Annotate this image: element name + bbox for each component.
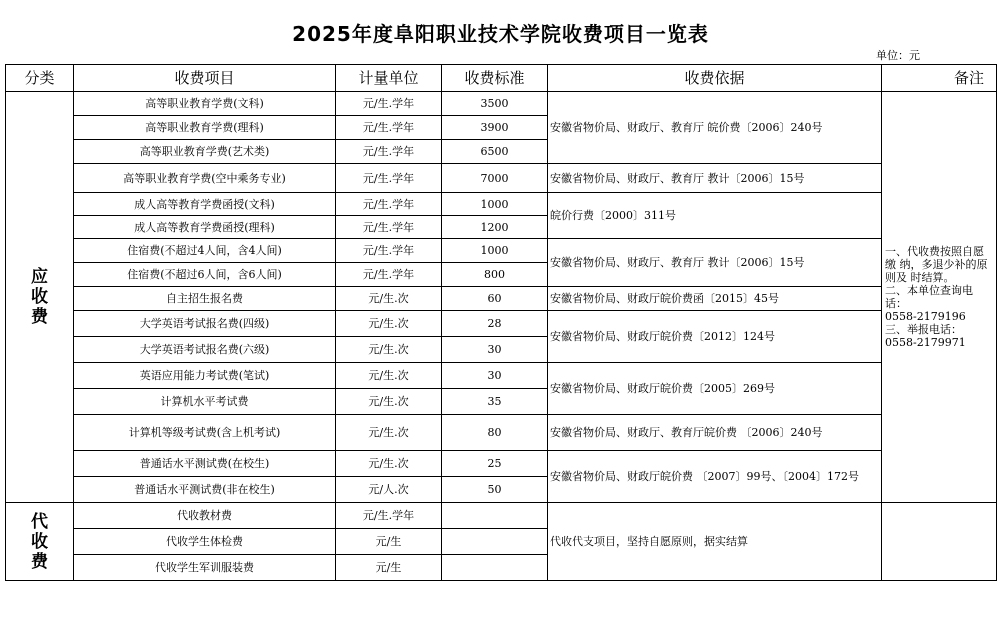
header-standard: 收费标准: [442, 65, 548, 92]
cell-standard: 50: [442, 477, 548, 503]
cell-unit: 元/生.学年: [336, 116, 442, 140]
cell-unit: 元/生.次: [336, 389, 442, 415]
cell-standard: 28: [442, 311, 548, 337]
cell-unit: 元/生.学年: [336, 239, 442, 263]
cell-basis: 安徽省物价局、财政厅、教育厅 皖价费〔2006〕240号: [548, 92, 882, 164]
category-receivable-label: 应 收 费: [31, 267, 48, 327]
remark-line: 0558-2179196: [885, 310, 966, 323]
table-row: [6, 503, 997, 529]
cell-item: 大学英语考试报名费(四级): [74, 311, 336, 337]
header-unit: 计量单位: [336, 65, 442, 92]
cell-unit: 元/生: [336, 555, 442, 581]
table-row: [6, 92, 997, 116]
cell-standard: 1200: [442, 216, 548, 239]
header-basis: 收费依据: [548, 65, 882, 92]
category-receivable: [6, 92, 74, 503]
header-row: [6, 65, 997, 92]
cell-standard: 800: [442, 263, 548, 287]
cell-item: 代收教材费: [74, 503, 336, 529]
category-collected-label: 代 收 费: [31, 511, 48, 572]
cell-basis: 安徽省物价局、财政厅、教育厅 教计〔2006〕15号: [548, 239, 882, 287]
cell-item: 成人高等教育学费函授(理科): [74, 216, 336, 239]
cell-item: 成人高等教育学费函授(文科): [74, 193, 336, 216]
cell-standard: 30: [442, 363, 548, 389]
cell-unit: 元/生.次: [336, 451, 442, 477]
remarks-cell: [882, 92, 997, 503]
cell-item: 普通话水平测试费(在校生): [74, 451, 336, 477]
cell-item: 计算机等级考试费(含上机考试): [74, 415, 336, 451]
cell-item: 普通话水平测试费(非在校生): [74, 477, 336, 503]
cell-item: 代收学生军训服装费: [74, 555, 336, 581]
table-row: [6, 363, 997, 389]
cell-basis: 代收代支项目，坚持自愿原则，据实结算: [548, 503, 882, 581]
header-item: 收费项目: [74, 65, 336, 92]
cell-standard: 3500: [442, 92, 548, 116]
cell-standard: 60: [442, 287, 548, 311]
cell-unit: 元/生.次: [336, 415, 442, 451]
cell-standard: 80: [442, 415, 548, 451]
cell-unit: 元/生.次: [336, 337, 442, 363]
remarks-empty: [882, 503, 997, 581]
table-row: [6, 193, 997, 216]
cell-item: 自主招生报名费: [74, 287, 336, 311]
cell-unit: 元/生.次: [336, 287, 442, 311]
cell-item: 高等职业教育学费(理科): [74, 116, 336, 140]
remark-line: 0558-2179971: [885, 336, 966, 349]
cell-item: 高等职业教育学费(空中乘务专业): [74, 164, 336, 193]
cell-standard: 30: [442, 337, 548, 363]
cell-item: 计算机水平考试费: [74, 389, 336, 415]
page-title: 2025年度阜阳职业技术学院收费项目一览表: [292, 22, 709, 46]
fee-table: [5, 64, 997, 581]
category-collected: [6, 503, 74, 581]
cell-item: 住宿费(不超过4人间，含4人间): [74, 239, 336, 263]
cell-standard: [442, 529, 548, 555]
table-row: [6, 451, 997, 477]
cell-unit: 元/生.学年: [336, 193, 442, 216]
cell-unit: 元/生.次: [336, 363, 442, 389]
cell-standard: [442, 555, 548, 581]
cell-unit: 元/生.学年: [336, 164, 442, 193]
cell-standard: 1000: [442, 239, 548, 263]
cell-basis: 皖价行费〔2000〕311号: [548, 193, 882, 239]
cell-unit: 元/生.学年: [336, 263, 442, 287]
cell-basis: 安徽省物价局、财政厅皖价费 〔2007〕99号、〔2004〕172号: [548, 451, 882, 503]
cell-basis: 安徽省物价局、财政厅皖价费函〔2015〕45号: [548, 287, 882, 311]
cell-standard: 35: [442, 389, 548, 415]
cell-basis: 安徽省物价局、财政厅皖价费〔2012〕124号: [548, 311, 882, 363]
cell-standard: 3900: [442, 116, 548, 140]
cell-unit: 元/生.学年: [336, 503, 442, 529]
cell-standard: 7000: [442, 164, 548, 193]
cell-standard: 25: [442, 451, 548, 477]
cell-item: 英语应用能力考试费(笔试): [74, 363, 336, 389]
cell-unit: 元/生: [336, 529, 442, 555]
cell-unit: 元/生.学年: [336, 92, 442, 116]
table-row: [6, 164, 997, 193]
cell-unit: 元/生.次: [336, 311, 442, 337]
cell-item: 高等职业教育学费(艺术类): [74, 140, 336, 164]
remark-line: 三、举报电话：: [885, 323, 962, 336]
cell-item: 高等职业教育学费(文科): [74, 92, 336, 116]
cell-standard: 1000: [442, 193, 548, 216]
table-row: [6, 311, 997, 337]
cell-standard: 6500: [442, 140, 548, 164]
cell-item: 住宿费(不超过6人间，含6人间): [74, 263, 336, 287]
header-category: 分类: [6, 65, 74, 92]
cell-basis: 安徽省物价局、财政厅皖价费〔2005〕269号: [548, 363, 882, 415]
cell-item: 代收学生体检费: [74, 529, 336, 555]
cell-unit: 元/生.学年: [336, 216, 442, 239]
header-remarks: 备注: [882, 65, 997, 92]
cell-unit: 元/生.学年: [336, 140, 442, 164]
cell-unit: 元/人.次: [336, 477, 442, 503]
cell-item: 大学英语考试报名费(六级): [74, 337, 336, 363]
cell-basis: 安徽省物价局、财政厅、教育厅皖价费 〔2006〕240号: [548, 415, 882, 451]
remark-line: 二、本单位查询电话：: [885, 284, 973, 310]
cell-standard: [442, 503, 548, 529]
table-row: [6, 239, 997, 263]
unit-note: 单位：元: [876, 49, 920, 62]
table-row: [6, 415, 997, 451]
table-row: [6, 287, 997, 311]
remark-line: 一、代收费按照自愿缴 纳，多退少补的原则及 时结算。: [885, 245, 988, 284]
cell-basis: 安徽省物价局、财政厅、教育厅 教计〔2006〕15号: [548, 164, 882, 193]
